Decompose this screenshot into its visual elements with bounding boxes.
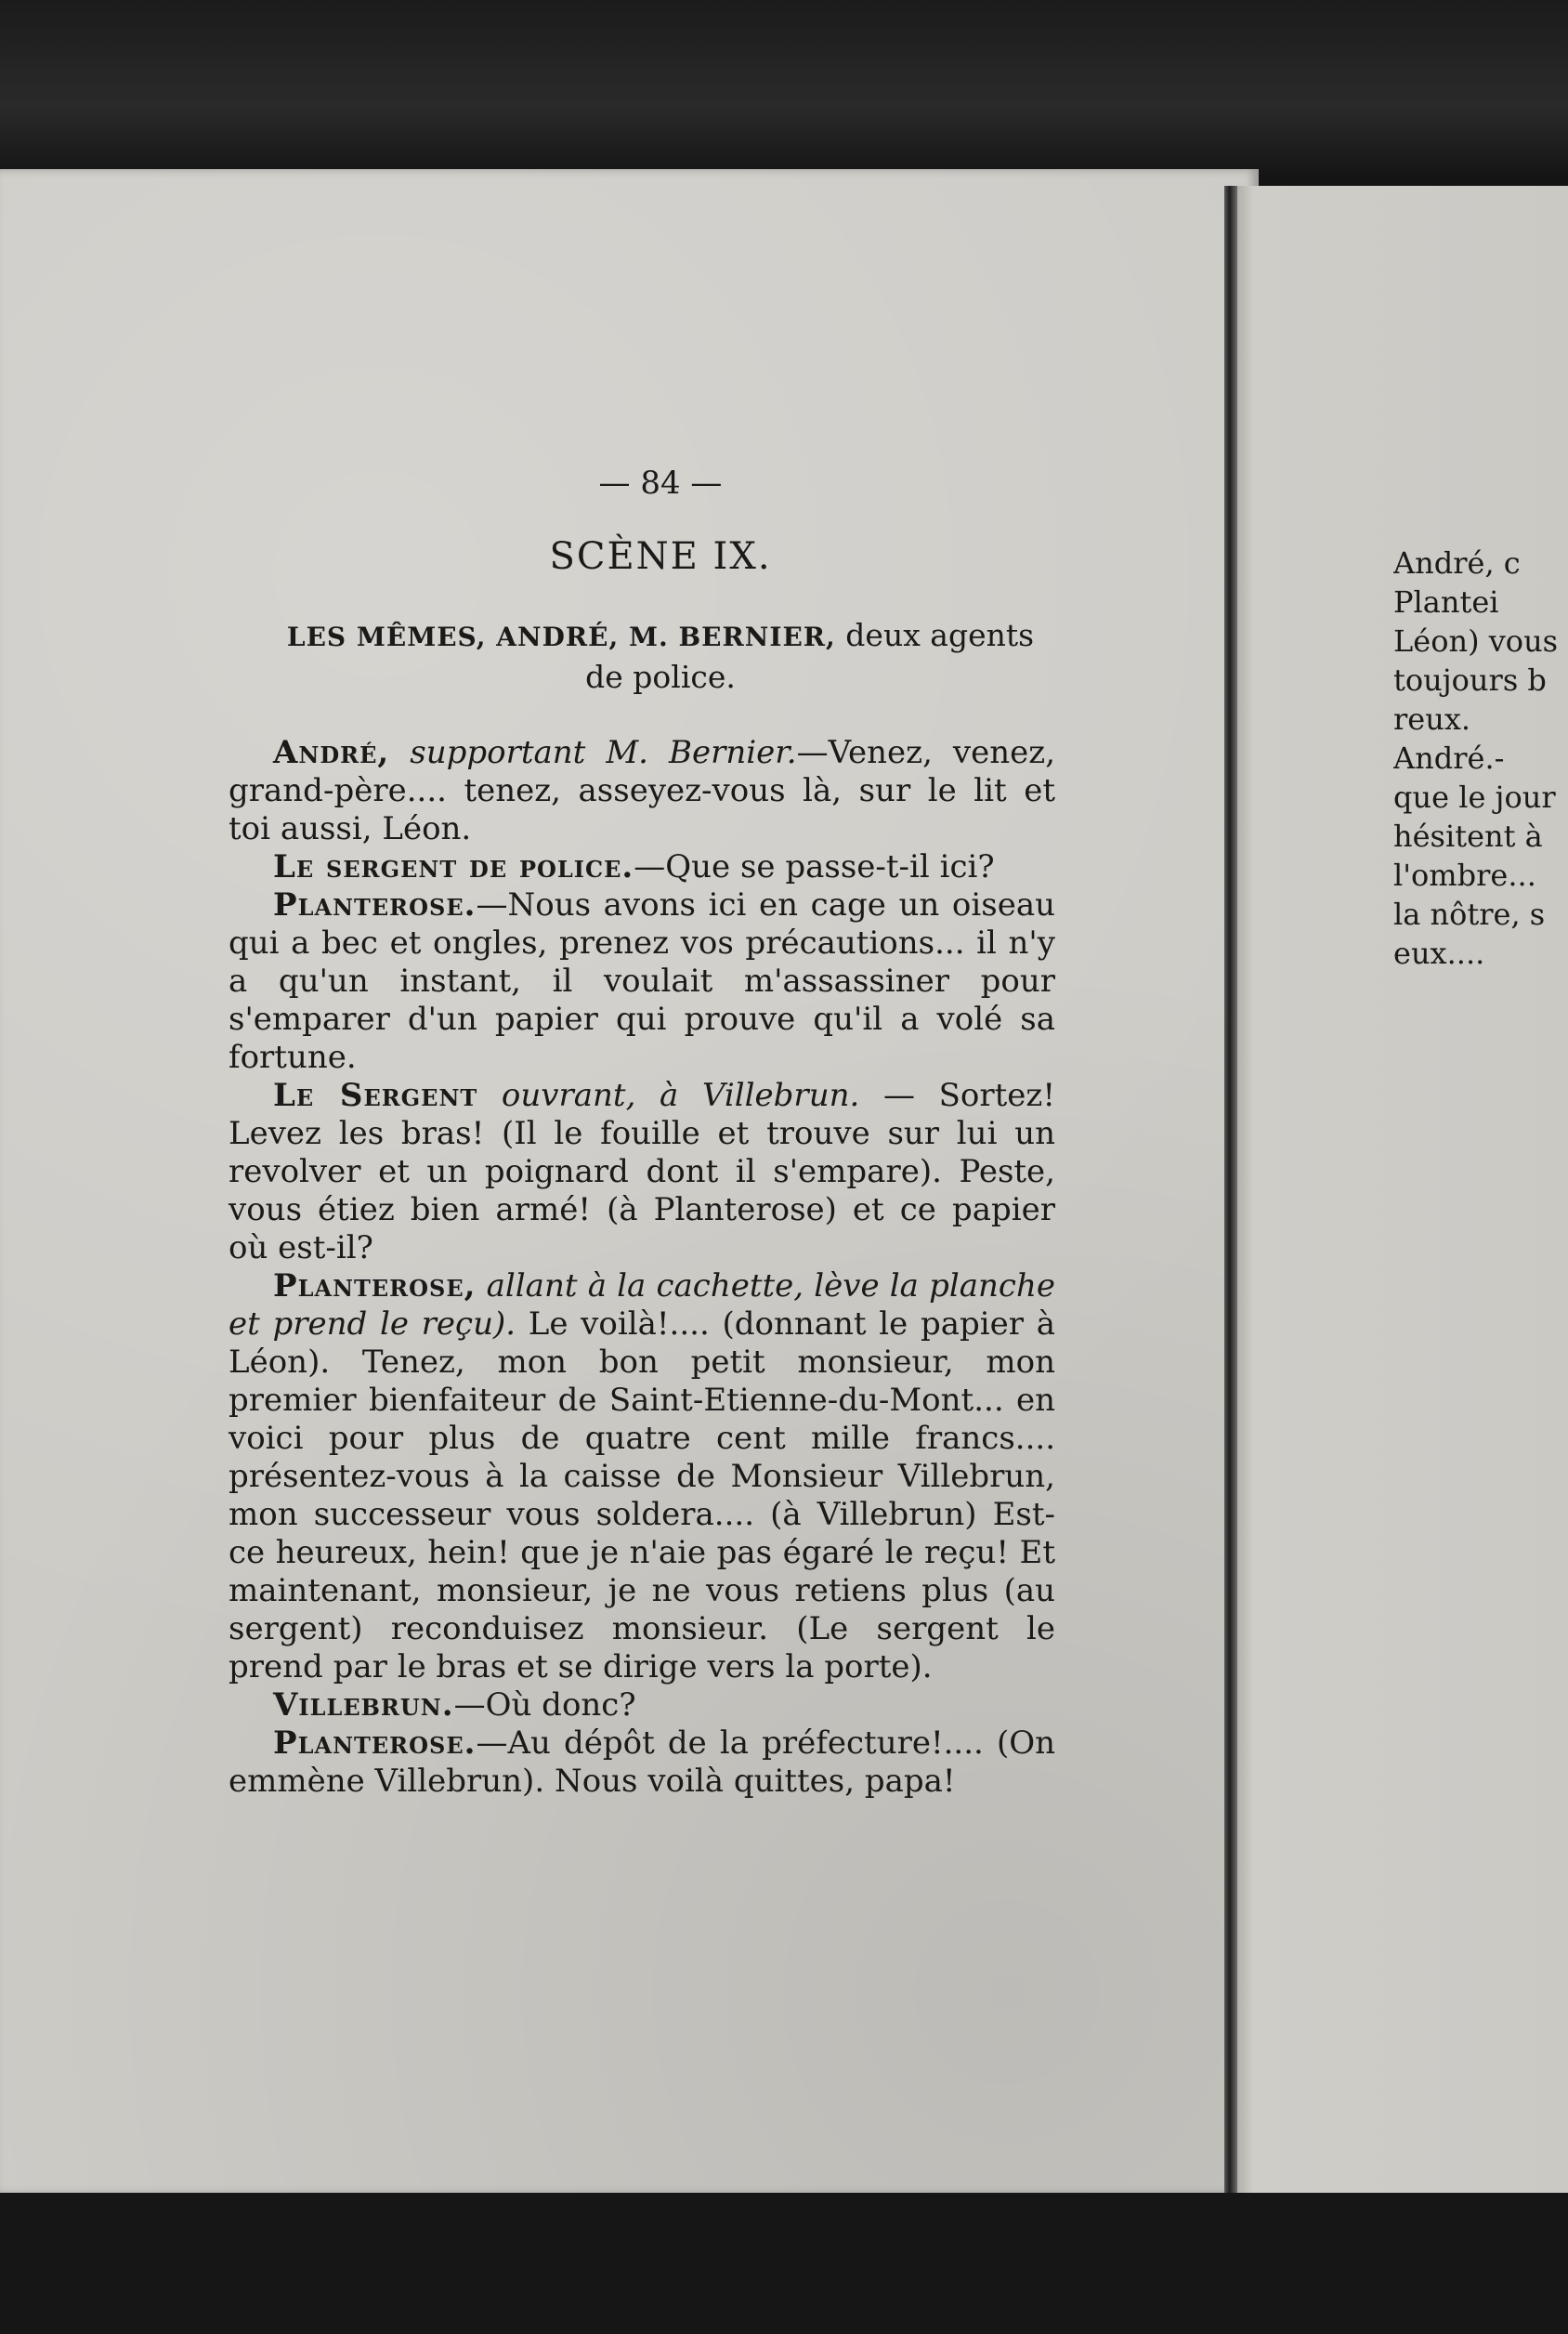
right-page-line: reux.: [1393, 702, 1471, 737]
dialogue-text: —Que se passe-t-il ici?: [634, 848, 995, 885]
scan-background-bottom: [0, 2193, 1568, 2334]
dialogue-line: [229, 886, 1055, 1077]
speaker-name: Planterose.: [273, 1724, 477, 1762]
right-page-line: l'ombre...: [1393, 858, 1536, 893]
speaker-name: Le Sergent: [273, 1077, 478, 1114]
stage-direction: allant à la cachette, lève la planche et prend le reçu).: [229, 1267, 1055, 1343]
scene-title: SCÈNE IX.: [549, 535, 772, 578]
right-page: [1226, 186, 1568, 2193]
right-page-line: hésitent à: [1393, 819, 1543, 854]
right-page-line: que le jour: [1393, 780, 1556, 815]
dialogue-line: [229, 1724, 1055, 1801]
speaker-name: Villebrun.: [273, 1686, 454, 1724]
right-page-line: Léon) vous: [1393, 623, 1559, 659]
speaker-name: Planterose,: [273, 1267, 477, 1305]
right-page-line: André, c: [1393, 545, 1521, 581]
scan-background-top: [0, 0, 1568, 177]
dialogue-text: —Venez, venez, grand-père.... tenez, asseyez-vous là, sur le lit et toi aussi, Léon.: [229, 734, 1056, 847]
left-page-text: [229, 465, 1055, 1801]
dialogue-text: —Au dépôt de la préfecture!.... (On emmène Villebrun). Nous voilà quittes, papa!: [229, 1724, 1055, 1800]
right-page-line: eux....: [1393, 936, 1485, 971]
dialogue-line: [229, 1686, 1055, 1724]
cast-list: [266, 615, 1055, 697]
dialogue-text: —Où donc?: [453, 1686, 636, 1724]
speaker-name: André,: [273, 734, 390, 771]
dialogue-line: [229, 1267, 1055, 1686]
cast-names: LES MÊMES, ANDRÉ, M. BERNIER,: [286, 622, 836, 652]
page-number: — 84 —: [598, 465, 723, 502]
dialogue-text: —Nous avons ici en cage un oiseau qui a bec et ongles, prenez vos précautions... il n'y a qu'un instant, il voulait m'assassiner pour s'emparer d'un papier qui prouve qu'il a volé sa fortune.: [229, 886, 1055, 1076]
dialogue-text: — Sortez! Levez les bras! (Il le fouille et trouve sur lui un revolver et un poignard dont il s'empare). Peste, vous étiez bien armé! (à Planterose) et ce papier où est-il?: [229, 1077, 1055, 1266]
speaker-name: Le sergent de police.: [273, 848, 634, 885]
dialogue-line: [229, 848, 1055, 886]
dialogue-line: [229, 1077, 1055, 1267]
book-gutter: [1224, 186, 1237, 2230]
stage-direction: supportant M. Bernier.: [389, 734, 797, 771]
cast-rest: deux agents de police.: [585, 617, 1035, 695]
right-page-line: toujours b: [1393, 662, 1547, 698]
dialogue-line: [229, 734, 1055, 848]
right-page-line: Plantei: [1393, 584, 1499, 620]
right-page-line: la nôtre, s: [1393, 897, 1546, 932]
right-page-text-fragment: [1393, 544, 1568, 973]
stage-direction: ouvrant, à Villebrun.: [477, 1077, 860, 1114]
right-page-line: André.-: [1393, 741, 1505, 776]
dialogue-text: Le voilà!.... (donnant le papier à Léon). Tenez, mon bon petit monsieur, mon premier bienfaiteur de Saint-Etienne-du-Mont... en voici pour plus de quatre cent mille francs.... présentez-vous à la caisse de Monsieur Villebrun, mon successeur vous soldera.... (à Villebrun) Est-ce heureux, hein! que je n'aie pas égaré le reçu! Et maintenant, monsieur, je ne vous retiens plus (au sergent) reconduisez monsieur. (Le sergent le prend par le bras et se dirige vers la porte).: [229, 1305, 1056, 1685]
speaker-name: Planterose.: [273, 886, 477, 924]
